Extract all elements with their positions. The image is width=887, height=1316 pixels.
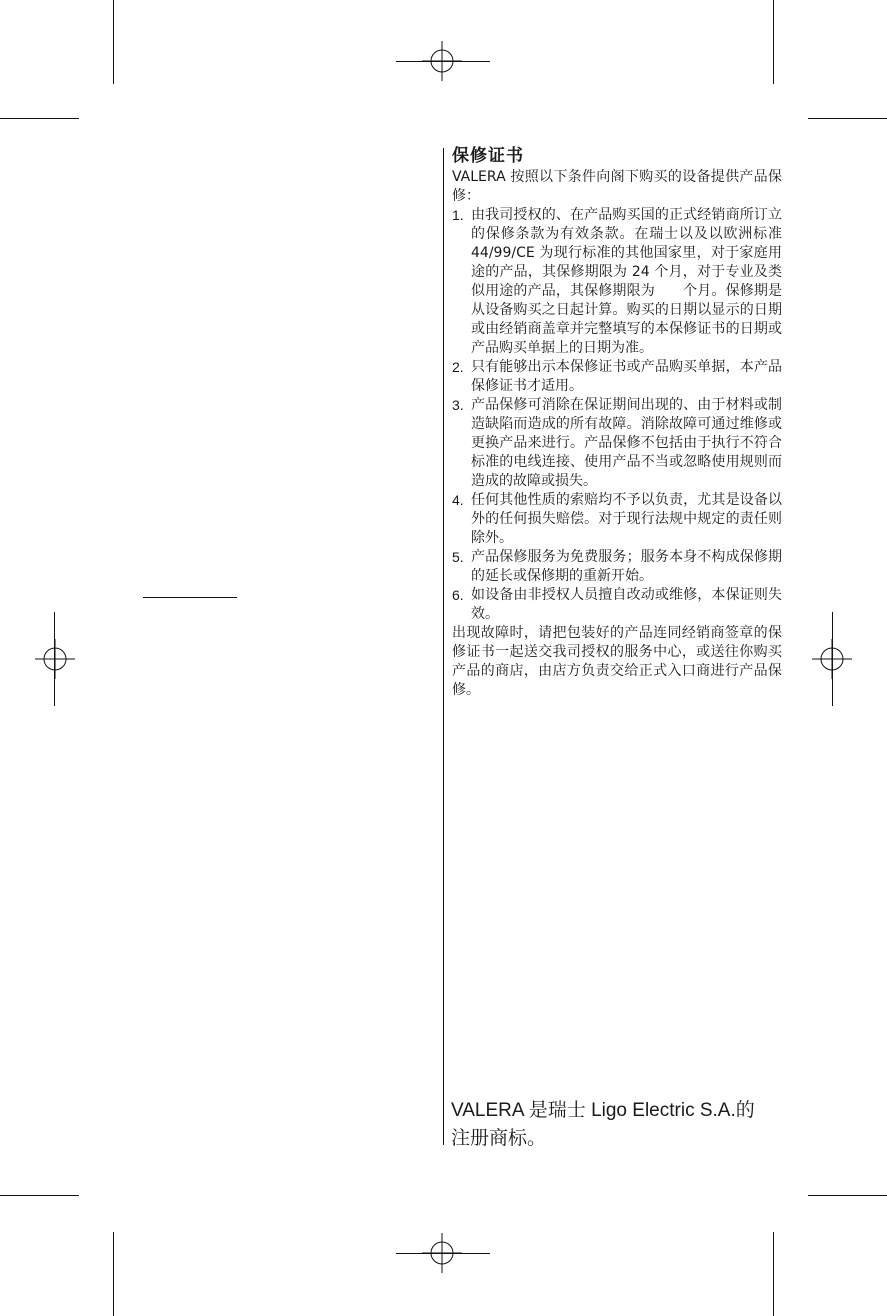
list-item-number: 1.	[452, 207, 464, 223]
list-item	[452, 548, 782, 586]
trademark-notice: VALERA 是瑞士 Ligo Electric S.A.的注册商标。	[451, 1100, 755, 1149]
list-item-number: 2.	[452, 359, 464, 375]
warranty-terms-list	[452, 206, 782, 624]
crop-mark	[113, 1232, 114, 1316]
list-item-text: 只有能够出示本保修证书或产品购买单据，本产品保修证书才适用。	[471, 359, 782, 394]
crop-mark	[773, 0, 774, 84]
list-item	[452, 586, 782, 624]
intro-paragraph: VALERA 按照以下条件向阁下购买的设备提供产品保修：	[452, 169, 782, 204]
crop-mark	[808, 1195, 887, 1196]
crop-mark	[773, 1232, 774, 1316]
registration-mark-icon	[35, 639, 75, 679]
list-item	[452, 491, 782, 548]
registration-mark-icon	[812, 639, 852, 679]
list-item-text: 产品保修可消除在保证期间出现的、由于材料或制造缺陷而造成的所有故障。消除故障可通过维修或更换产品来进行。产品保修不包括由于执行不符合标准的电线连接、使用产品不当或忽略使用规则而造成的故障或损失。	[471, 397, 782, 489]
list-item-text: 如设备由非授权人员擅自改动或维修，本保证则失效。	[471, 587, 782, 622]
signature-line	[143, 597, 237, 598]
registration-mark-icon	[422, 41, 462, 81]
list-item-number: 5.	[452, 549, 464, 565]
list-item-text: 任何其他性质的索赔均不予以负责，尤其是设备以外的任何损失赔偿。对于现行法规中规定的责任则除外。	[471, 492, 782, 546]
service-instructions: 出现故障时，请把包装好的产品连同经销商签章的保修证书一起送交我司授权的服务中心，或送往你购买产品的商店，由店方负责交给正式入口商进行产品保修。	[452, 625, 782, 698]
list-item	[452, 396, 782, 491]
list-item-text: 由我司授权的、在产品购买国的正式经销商所订立的保修条款为有效条款。在瑞士以及以欧洲标准 44/99/CE 为现行标准的其他国家里，对于家庭用途的产品，其保修期限为 24 个月，对于专业及类似用途的产品，其保修期限为 个月。保修期是从设备购买之日起计算。购买的日期以显示的日期或由经销商盖章并完整填写的本保修证书的日期或产品购买单据上的日期为准。	[471, 207, 782, 356]
crop-mark	[0, 118, 79, 119]
list-item	[452, 358, 782, 396]
page-title: 保修证书	[452, 146, 524, 166]
crop-mark	[808, 118, 887, 119]
list-item	[452, 206, 782, 358]
list-item-number: 6.	[452, 587, 464, 603]
list-item-number: 4.	[452, 492, 464, 508]
column-divider	[443, 148, 444, 1145]
registration-mark-icon	[422, 1233, 462, 1273]
crop-mark	[113, 0, 114, 84]
list-item-number: 3.	[452, 397, 464, 413]
warranty-section	[452, 145, 782, 700]
list-item-text: 产品保修服务为免费服务；服务本身不构成保修期的延长或保修期的重新开始。	[471, 549, 782, 584]
crop-mark	[0, 1195, 79, 1196]
